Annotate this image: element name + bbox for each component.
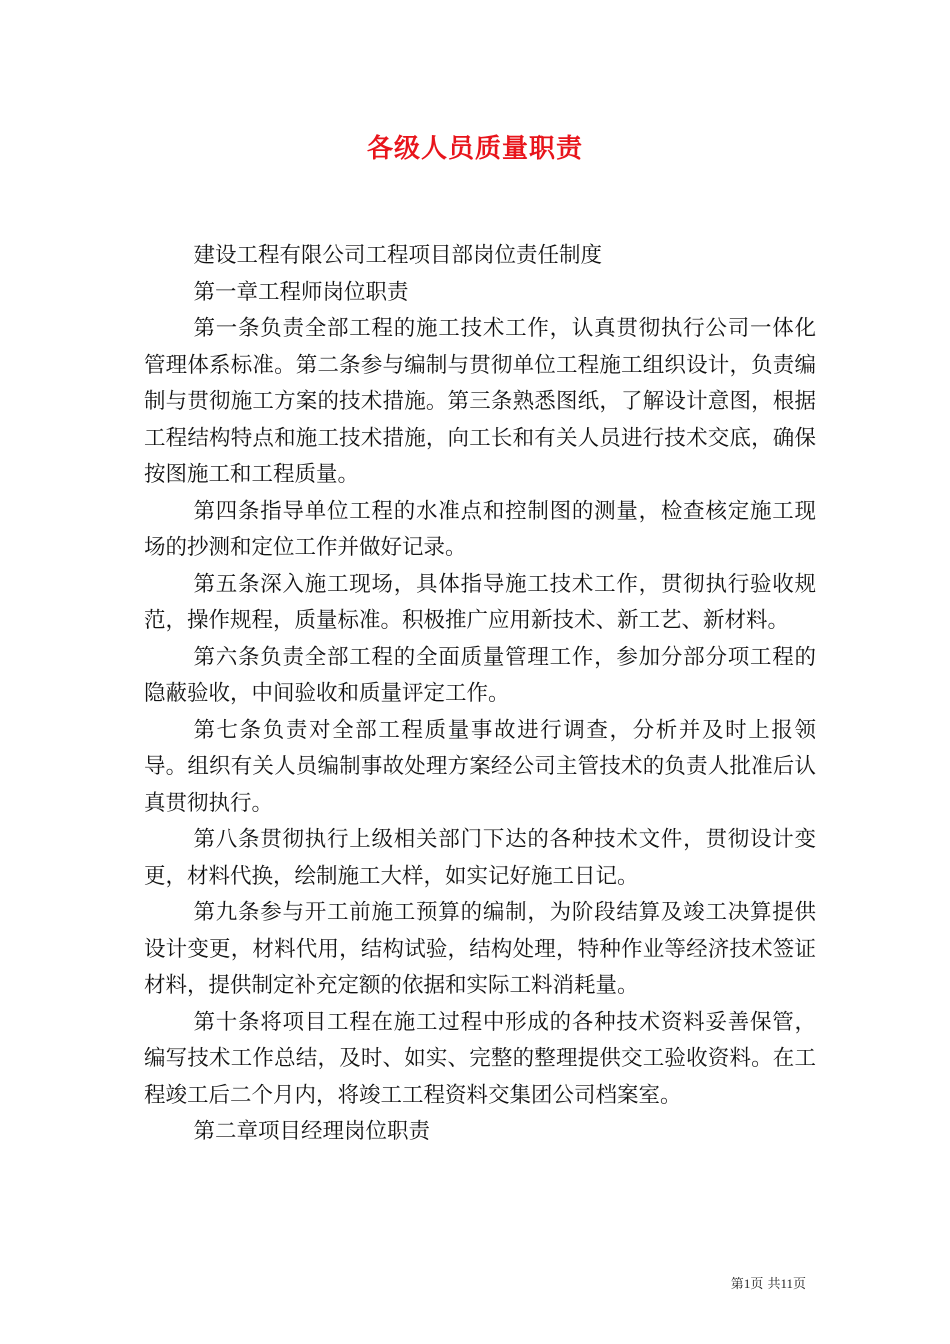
- paragraph-company-system: 建设工程有限公司工程项目部岗位责任制度: [193, 243, 602, 268]
- paragraph-article-6: 第六条负责全部工程的全面质量管理工作，参加分部分项工程的隐蔽验收，中间验收和质量评定工作。: [144, 644, 816, 706]
- page-footer: [731, 1275, 806, 1294]
- page-title: 各级人员质量职责: [366, 134, 583, 164]
- paragraph-chapter-2-heading: 第二章项目经理岗位职责: [193, 1119, 430, 1144]
- paragraph-article-4: 第四条指导单位工程的水准点和控制图的测量，检查核定施工现场的抄测和定位工作并做好记录。: [144, 498, 816, 560]
- paragraph-article-9: 第九条参与开工前施工预算的编制，为阶段结算及竣工决算提供设计变更，材料代用，结构试验，结构处理，特种作业等经济技术签证材料，提供制定补充定额的依据和实际工料消耗量。: [144, 900, 816, 998]
- footer-suffix: 页: [792, 1277, 806, 1292]
- footer-total-pages: 11: [780, 1276, 793, 1291]
- document-body: [144, 238, 816, 1151]
- paragraph-article-8: 第八条贯彻执行上级相关部门下达的各种技术文件，贯彻设计变更，材料代换，绘制施工大样，如实记好施工日记。: [144, 827, 816, 889]
- footer-prefix: 第: [730, 1277, 744, 1292]
- paragraph-article-10: 第十条将项目工程在施工过程中形成的各种技术资料妥善保管，编写技术工作总结，及时、如实、完整的整理提供交工验收资料。在工程竣工后二个月内，将竣工工程资料交集团公司档案室。: [144, 1009, 816, 1108]
- footer-current-page: 1: [743, 1276, 751, 1291]
- paragraph-article-5: 第五条深入施工现场，具体指导施工技术工作，贯彻执行验收规范，操作规程，质量标准。积极推广应用新技术、新工艺、新材料。: [144, 571, 816, 633]
- paragraph-articles-1-3: 第一条负责全部工程的施工技术工作，认真贯彻执行公司一体化管理体系标准。第二条参与编制与贯彻单位工程施工组织设计，负责编制与贯彻施工方案的技术措施。第三条熟悉图纸，了解设计意图，根据工程结构特点和施工技术措施，向工长和有关人员进行技术交底，确保按图施工和工程质量。: [144, 316, 816, 487]
- footer-middle: 页 共: [750, 1277, 781, 1292]
- paragraph-chapter-1-heading: 第一章工程师岗位职责: [193, 279, 409, 305]
- paragraph-article-7: 第七条负责对全部工程质量事故进行调查，分析并及时上报领导。组织有关人员编制事故处理方案经公司主管技术的负责人批准后认真贯彻执行。: [144, 717, 816, 816]
